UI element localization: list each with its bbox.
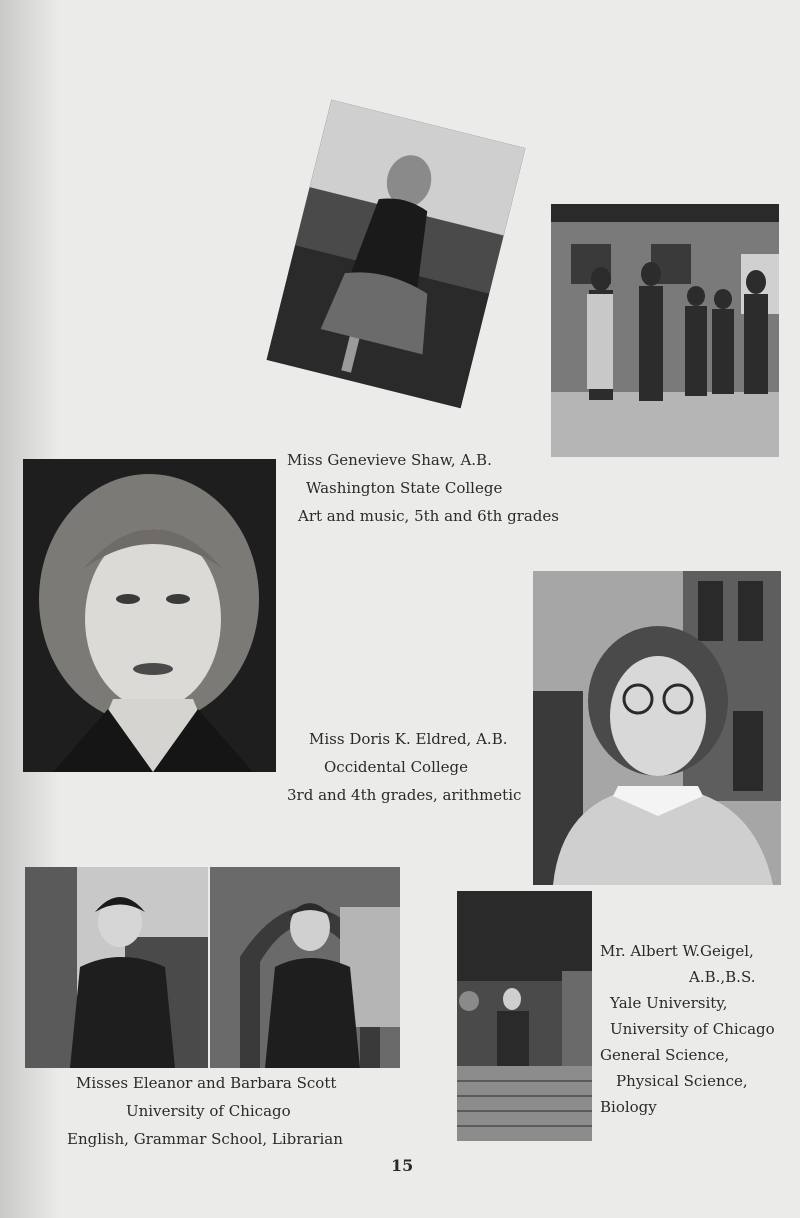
caption-geigel xyxy=(600,938,775,1120)
geigel-school-1: Yale University, xyxy=(610,994,728,1012)
scott-name: Misses Eleanor and Barbara Scott xyxy=(76,1074,337,1092)
geigel-degrees: A.B.,B.S. xyxy=(689,968,756,986)
geigel-name: Mr. Albert W.Geigel, xyxy=(600,942,754,960)
photo-barbara-scott xyxy=(210,867,400,1068)
scott-subjects: English, Grammar School, Librarian xyxy=(67,1130,343,1148)
shaw-school: Washington State College xyxy=(306,479,503,497)
geigel-subject-2: Physical Science, xyxy=(616,1072,748,1090)
eldred-name: Miss Doris K. Eldred, A.B. xyxy=(309,730,508,748)
caption-shaw xyxy=(287,446,559,530)
page-number: 15 xyxy=(391,1156,414,1175)
photo-students-group xyxy=(551,204,779,457)
caption-scott xyxy=(67,1069,343,1153)
shaw-subjects: Art and music, 5th and 6th grades xyxy=(298,507,559,525)
portrait-genevieve-shaw xyxy=(23,459,276,772)
photo-albert-geigel xyxy=(457,891,592,1141)
eldred-school: Occidental College xyxy=(324,758,469,776)
portrait-doris-eldred xyxy=(533,571,781,885)
geigel-subject-3: Biology xyxy=(600,1098,657,1116)
eldred-subjects: 3rd and 4th grades, arithmetic xyxy=(287,786,522,804)
caption-eldred xyxy=(287,725,521,809)
photo-eleanor-scott xyxy=(25,867,208,1068)
geigel-school-2: University of Chicago xyxy=(610,1020,775,1038)
scott-school: University of Chicago xyxy=(126,1102,291,1120)
geigel-subject-1: General Science, xyxy=(600,1046,730,1064)
shaw-name: Miss Genevieve Shaw, A.B. xyxy=(287,451,492,469)
photo-shaw-outdoor xyxy=(267,100,526,408)
